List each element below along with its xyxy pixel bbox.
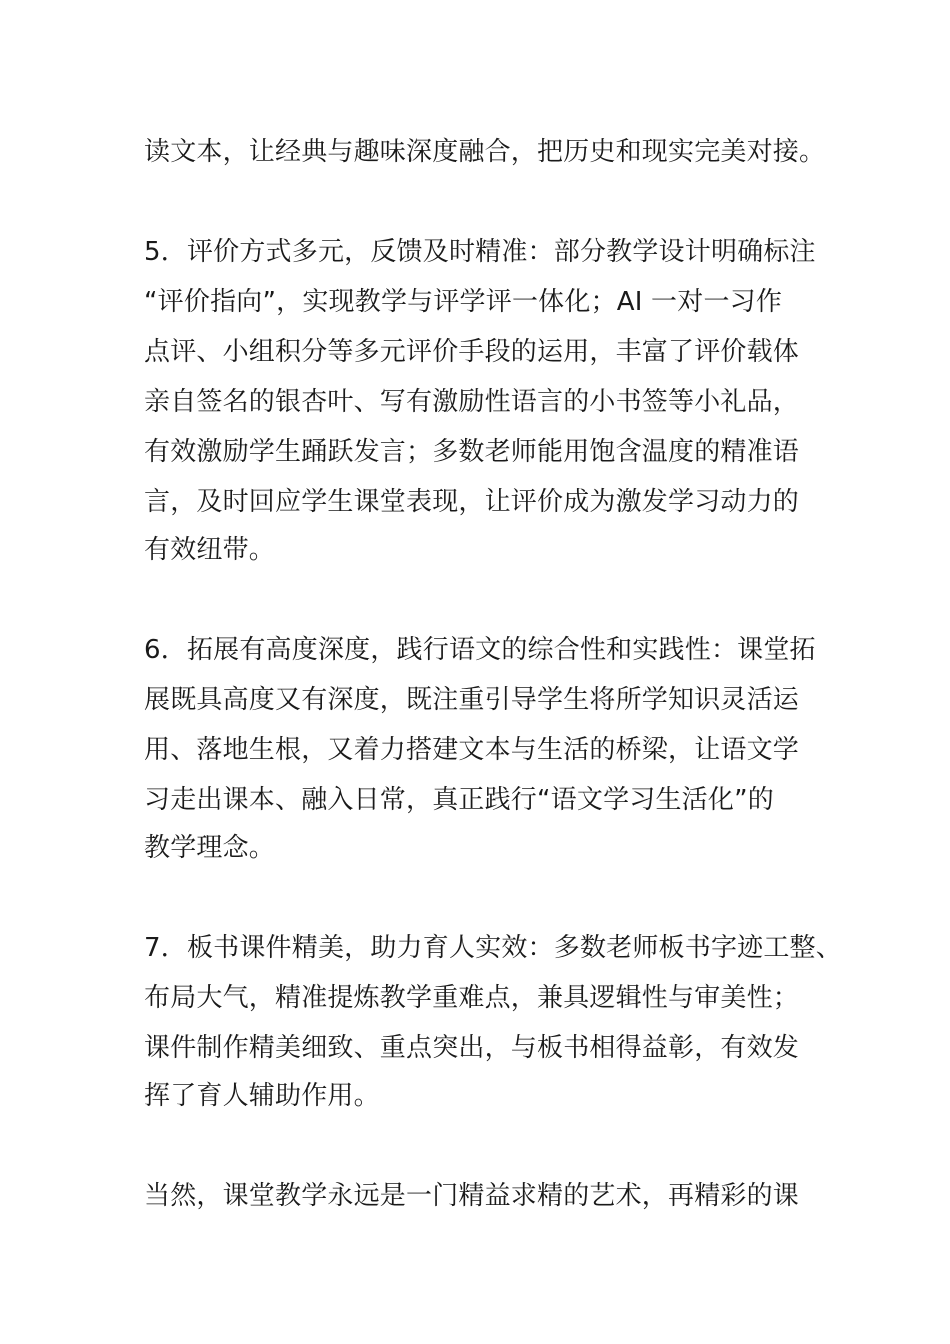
text-line: 课件制作精美细致、重点突出，与板书相得益彰，有效发 [144, 1033, 800, 1063]
text-line: 6．拓展有高度深度，践行语文的综合性和实践性：课堂拓 [144, 635, 816, 665]
text-line: 展既具高度又有深度，既注重引导学生将所学知识灵活运 [144, 685, 800, 715]
text-line: 挥了育人辅助作用。 [144, 1081, 380, 1111]
text-line: 教学理念。 [144, 833, 276, 863]
text-line: 布局大气，精准提炼教学重难点，兼具逻辑性与审美性； [144, 983, 800, 1013]
text-line: 亲自签名的银杏叶、写有激励性语言的小书签等小礼品， [144, 387, 800, 417]
text-line: 7．板书课件精美，助力育人实效：多数老师板书字迹工整、 [144, 933, 842, 963]
text-line: 当然，课堂教学永远是一门精益求精的艺术，再精彩的课 [144, 1181, 800, 1211]
text-line: 言，及时回应学生课堂表现，让评价成为激发学习动力的 [144, 487, 800, 517]
text-line: 5．评价方式多元，反馈及时精准：部分教学设计明确标注 [144, 237, 816, 267]
text-line: 有效激励学生踊跃发言；多数老师能用饱含温度的精准语 [144, 437, 800, 467]
text-line: 有效纽带。 [144, 535, 276, 565]
text-line: “评价指向”，实现教学与评学评一体化；AI 一对一习作 [144, 287, 783, 317]
text-line: 读文本，让经典与趣味深度融合，把历史和现实完美对接。 [144, 137, 826, 167]
text-line: 点评、小组积分等多元评价手段的运用，丰富了评价载体 [144, 337, 800, 367]
text-line: 习走出课本、融入日常，真正践行“语文学习生活化”的 [144, 785, 774, 815]
text-line: 用、落地生根，又着力搭建文本与生活的桥梁，让语文学 [144, 735, 800, 765]
